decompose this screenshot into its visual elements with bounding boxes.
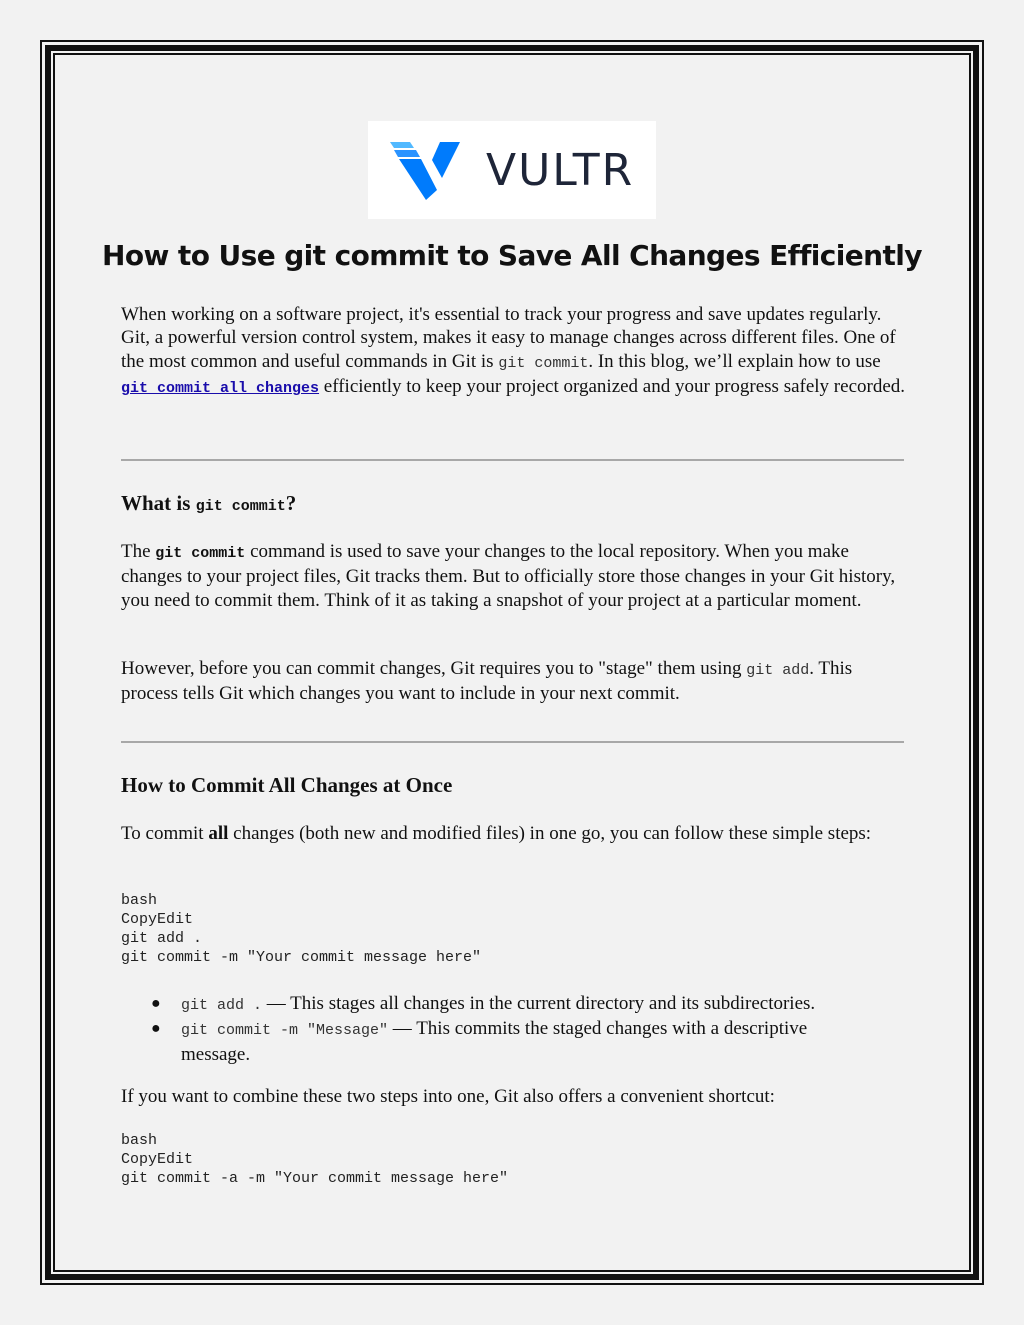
steps-list <box>121 992 881 1066</box>
code-block-1: bash CopyEdit git add . git commit -m "Your commit message here" <box>121 892 482 966</box>
commit-all-paragraph: To commit all changes (both new and modified files) in one go, you can follow these simple steps: <box>121 823 872 844</box>
git-commit-all-changes-link[interactable]: git commit all changes <box>121 380 320 398</box>
intro-paragraph <box>121 303 906 401</box>
page-title: How to Use git commit to Save All Changes Efficiently <box>102 239 922 272</box>
intro-text-2: . In this blog, we’ll explain how to use <box>588 350 881 372</box>
inline-code-git-add: git add <box>746 662 810 679</box>
vultr-logo-text: VULTR <box>486 145 635 196</box>
what-is-paragraph-2: However, before you can commit changes, Git requires you to "stage" them using git add. This process tells Git which changes you want to include in your next commit. <box>121 658 853 705</box>
section-heading-what-is-git-commit: What is git commit? <box>121 491 297 515</box>
inline-code-git-commit: git commit <box>155 545 246 562</box>
section-heading-commit-all: How to Commit All Changes at Once <box>121 773 453 797</box>
list-item: ● git add . — This stages all changes in the current directory and its subdirectories. <box>151 993 816 1014</box>
bullet-icon: ● <box>151 1020 161 1038</box>
what-is-paragraph-1: The git commit command is used to save your changes to the local repository. When you make changes to your project files, Git tracks them. But to officially store those changes in your Git history, you need to commit them. Think of it as taking a snapshot of your project at a particular moment. <box>121 541 896 611</box>
vultr-logo <box>368 121 656 219</box>
inline-code-git-commit: git commit <box>498 354 589 372</box>
intro-text-1: When working on a software project, it's essential to track your progress and save updates regularly. Git, a powerful version control system, makes it easy to manage changes across different files. One of the most common and useful commands in Git is <box>121 304 896 372</box>
code-block-2: bash CopyEdit git commit -a -m "Your commit message here" <box>121 1132 509 1187</box>
section-divider <box>121 459 904 461</box>
list-item: ● git commit -m "Message" — This commits the staged changes with a descriptive message. <box>151 1018 808 1065</box>
intro-text-3: efficiently to keep your project organized and your progress safely recorded. <box>319 376 906 398</box>
section-divider <box>121 741 904 743</box>
shortcut-paragraph: If you want to combine these two steps into one, Git also offers a convenient shortcut: <box>121 1086 775 1107</box>
bullet-icon: ● <box>151 995 161 1012</box>
vultr-logo-mark-icon <box>390 142 460 200</box>
